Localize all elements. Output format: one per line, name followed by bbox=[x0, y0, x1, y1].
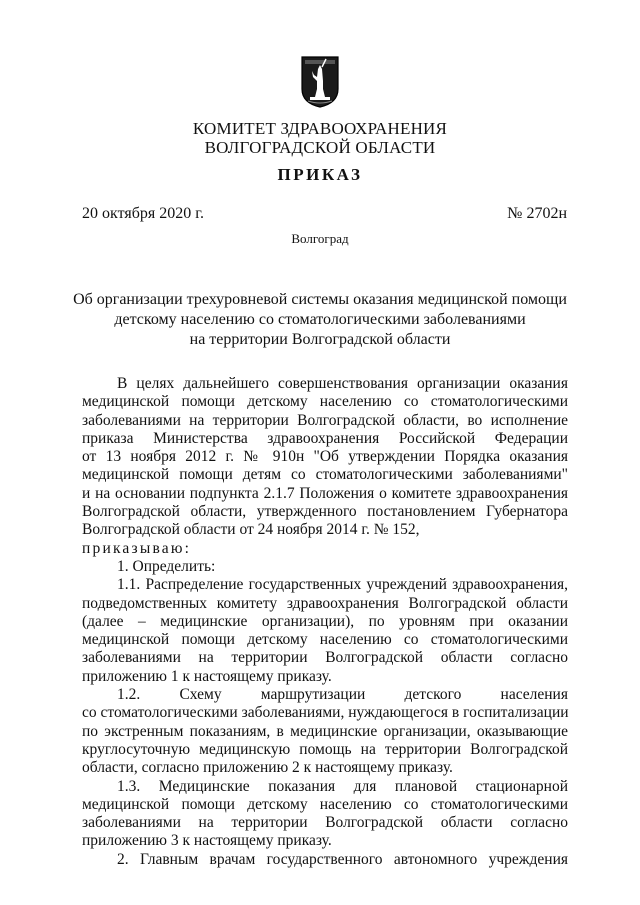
body-line: круглосуточную медицинскую помощь на территории Волгоградской bbox=[82, 740, 568, 758]
body-line: заболеваниями на территории Волгоградской области согласно bbox=[82, 649, 568, 667]
order-number: № 2702н bbox=[507, 205, 567, 222]
body-line: и на основании подпункта 2.1.7 Положения о комитете здравоохранения bbox=[82, 484, 568, 502]
body-line: (далее – медицинские организации), по уровням при оказании bbox=[82, 612, 568, 630]
body-line: 2. Главным врачам государственного автономного учреждения bbox=[117, 850, 568, 868]
org-name-line2: ВОЛГОГРАДСКОЙ ОБЛАСТИ bbox=[204, 138, 436, 157]
order-date: 20 октября 2020 г. bbox=[82, 205, 204, 222]
body-line: приложению 3 к настоящему приказу. bbox=[82, 832, 332, 850]
body-line: 1.3. Медицинские показания для плановой стационарной bbox=[117, 777, 568, 795]
body-line: В целях дальнейшего совершенствования организации оказания bbox=[117, 375, 568, 392]
body-line: 1. Определить: bbox=[117, 557, 216, 575]
body-line: подведомственных комитету здравоохранения Волгоградской области bbox=[82, 594, 568, 612]
body-line: медицинской помощи детям со стоматологическими заболеваниями" bbox=[82, 466, 568, 484]
body-line: заболеваниями на территории Волгоградской области согласно bbox=[82, 814, 568, 832]
city-name: Волгоград bbox=[291, 231, 349, 246]
body-line: Волгоградской области, утвержденного постановлением Губернатора bbox=[82, 503, 568, 521]
body-line: медицинской помощи детскому населению со стоматологическими bbox=[82, 393, 568, 411]
subject-line: на территории Волгоградской области bbox=[189, 331, 451, 348]
body-line: по экстренным показаниям, в медицинские организации, оказывающие bbox=[82, 722, 568, 740]
body-line: приказываю: bbox=[82, 539, 192, 557]
body-line: приложению 1 к настоящему приказу. bbox=[82, 667, 332, 685]
body-line: медицинской помощи детскому населению со стоматологическими bbox=[82, 795, 568, 813]
org-name-line1: КОМИТЕТ ЗДРАВООХРАНЕНИЯ bbox=[192, 119, 448, 138]
document-type-title: ПРИКАЗ bbox=[277, 165, 363, 184]
body-line: от 13 ноября 2012 г. № 910н "Об утверждении Порядка оказания bbox=[82, 448, 568, 466]
subject-line: детскому населению со стоматологическими заболеваниями bbox=[114, 311, 526, 328]
subject-line: Об организации трехуровневой системы оказания медицинской помощи bbox=[73, 291, 567, 308]
body-line: заболеваниями на территории Волгоградской области, во исполнение bbox=[82, 411, 568, 429]
body-line: Волгоградской области от 24 ноября 2014 г. № 152, bbox=[82, 521, 420, 539]
body-line: области, согласно приложению 2 к настоящему приказу. bbox=[82, 759, 453, 777]
body-line: медицинской помощи детскому населению со стоматологическими bbox=[82, 631, 568, 649]
order-body bbox=[82, 375, 568, 869]
body-line: со стоматологическими заболеваниями, нуждающегося в госпитализации bbox=[82, 704, 569, 722]
body-line: 1.2. Схему маршрутизации детского населения bbox=[117, 686, 568, 704]
volgograd-coat-of-arms-icon bbox=[300, 55, 340, 109]
body-line: 1.1. Распределение государственных учреждений здравоохранения, bbox=[117, 576, 568, 594]
body-line: приказа Министерства здравоохранения Российской Федерации bbox=[82, 429, 568, 447]
